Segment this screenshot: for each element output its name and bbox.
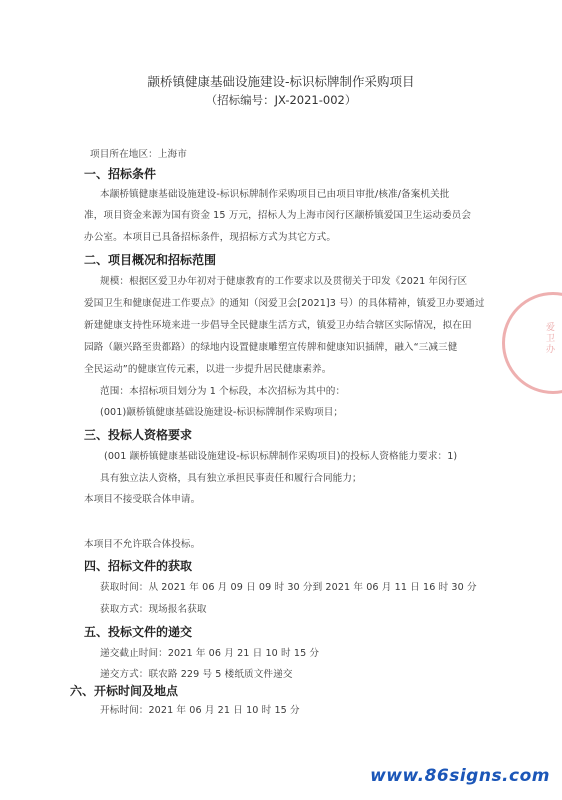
section-5-line: 递交截止时间：2021 年 06 月 21 日 10 时 15 分 [100,648,320,659]
section-3-line: (001 颛桥镇健康基础设施建设-标识标牌制作采购项目)的投标人资格能力要求：1) [104,451,458,462]
seal-text: 爱卫办 [544,322,554,355]
section-6-line: 开标时间：2021 年 06 月 21 日 10 时 15 分 [100,705,300,716]
section-4-heading: 四、招标文件的获取 [84,559,193,573]
section-2-line: 爱国卫生和健康促进工作要点》的通知（闵爱卫会[2021]3 号）的具体精神，镇爱卫办要通过 [84,298,485,309]
section-1-line: 本颛桥镇健康基础设施建设-标识标牌制作采购项目已由项目审批/核准/备案机关批 [100,189,450,200]
section-2-line: 规模：根据区爱卫办年初对于健康教育的工作要求以及贯彻关于印发《2021 年闵行区 [100,276,468,287]
section-3-line: 本项目不允许联合体投标。 [84,539,201,550]
section-2-line: 园路（颛兴路至贵都路）的绿地内设置健康雕塑宣传牌和健康知识插牌，融入“三减三健 [84,342,458,353]
section-3-line: 本项目不接受联合体申请。 [84,494,201,505]
section-4-line: 获取时间：从 2021 年 06 月 09 日 09 时 30 分到 2021 年 06 月 11 日 16 时 30 分 [100,582,477,593]
bid-number: （招标编号：JX-2021-002） [205,93,357,107]
section-2-line: 范围：本招标项目划分为 1 个标段，本次招标为其中的： [100,386,346,397]
section-5-heading: 五、投标文件的递交 [84,625,193,639]
section-2-line: (001)颛桥镇健康基础设施建设-标识标牌制作采购项目； [100,407,344,418]
section-4-line: 获取方式：现场报名获取 [100,604,207,615]
section-1-line: 办公室。本项目已具备招标条件，现招标方式为其它方式。 [84,232,337,243]
section-1-line: 准，项目资金来源为国有资金 15 万元，招标人为上海市闵行区颛桥镇爱国卫生运动委员会 [84,210,472,221]
section-6-heading: 六、开标时间及地点 [70,684,179,698]
section-1-heading: 一、招标条件 [84,167,157,181]
section-3-heading: 三、投标人资格要求 [84,428,193,442]
document-title: 颛桥镇健康基础设施建设-标识标牌制作采购项目 [147,74,415,89]
section-2-heading: 二、项目概况和招标范围 [84,253,217,267]
section-5-line: 递交方式：联农路 229 号 5 楼纸质文件递交 [100,669,293,680]
watermark-logo: www.86signs.com [370,766,550,786]
section-2-line: 全民运动”的健康宣传元素，以进一步提升居民健康素养。 [84,364,332,375]
section-2-line: 新建健康支持性环境来进一步倡导全民健康生活方式，镇爱卫办结合辖区实际情况，拟在田 [84,320,472,331]
project-location: 项目所在地区：上海市 [90,149,187,160]
section-3-line: 具有独立法人资格，具有独立承担民事责任和履行合同能力； [100,473,362,484]
